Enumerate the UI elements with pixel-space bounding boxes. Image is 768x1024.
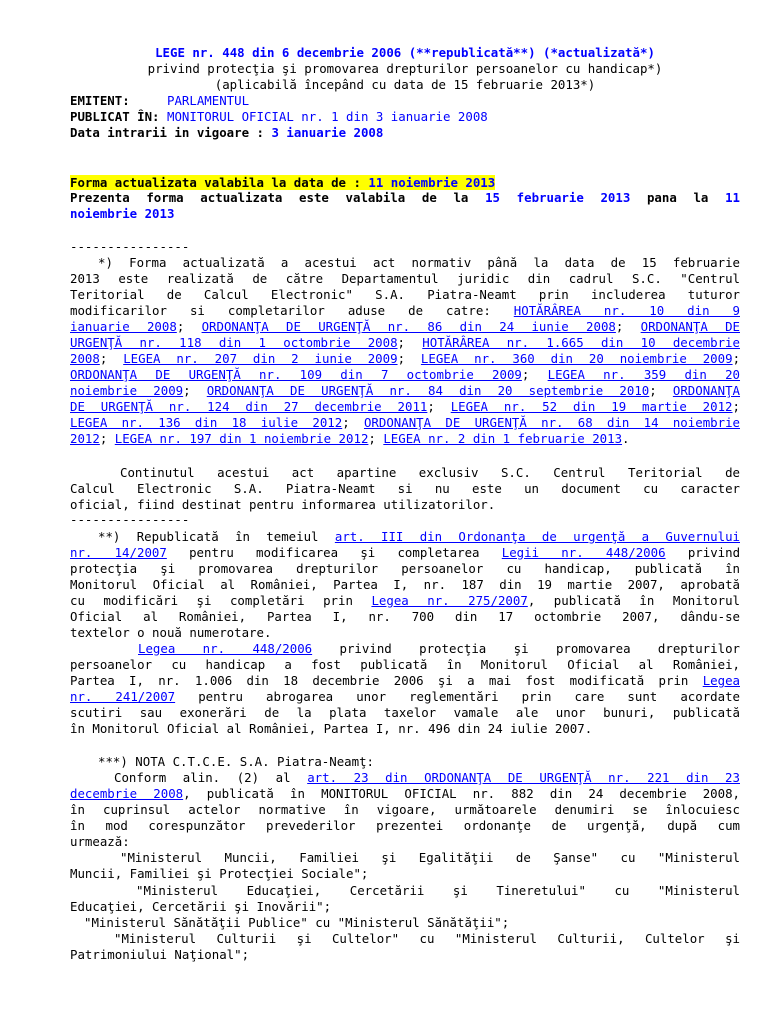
note3-line5: cu modificări şi completări prin Legea nr. 275/2007, publicată în Monitorul xyxy=(70,593,740,608)
link-art-iii-oug[interactable]: art. III din Ordonanţa de urgenţă a Guvernului xyxy=(334,529,740,544)
link-oug-118[interactable]: URGENŢĂ nr. 118 din 1 octombrie 2008 xyxy=(70,335,398,350)
note4-line6: urmează: xyxy=(70,834,130,849)
forma-row xyxy=(70,176,740,190)
note4-line9: "Ministerul Educaţiei, Cercetării şi Tineretului" cu "Ministerul xyxy=(136,883,740,898)
intrare-row xyxy=(70,126,740,140)
note1-line3: Teritorial de Calcul Electronic" S.A. Piatra-Neamt prin includerea tuturor xyxy=(70,287,740,302)
link-legea-448[interactable]: Legea nr. 448/2006 xyxy=(138,641,313,656)
note4-line7: "Ministerul Muncii, Familiei şi Egalităţii de Şanse" cu "Ministerul xyxy=(120,850,740,865)
note1-line6: URGENŢĂ nr. 118 din 1 octombrie 2008; HOTĂRÂREA nr. 1.665 din 10 decembrie xyxy=(70,335,740,350)
link-oug-84[interactable]: ORDONANŢA DE URGENŢĂ nr. 84 din 20 septembrie 2010 xyxy=(206,383,650,398)
link-art-23-oug-221[interactable]: art. 23 din ORDONANŢA DE URGENŢĂ nr. 221 din 23 xyxy=(307,770,740,785)
link-oug-68[interactable]: ORDONANŢA DE URGENŢĂ nr. 68 din 14 noiembrie xyxy=(363,415,740,430)
note3-line6: Oficial al României, Partea I, nr. 700 din 17 octombrie 2007, dându-se xyxy=(70,609,740,624)
note4-heading: ***) NOTA C.T.C.E. S.A. Piatra-Neamţ: xyxy=(98,754,375,769)
note1-line8: ORDONANŢA DE URGENŢĂ nr. 109 din 7 octombrie 2009; LEGEA nr. 359 din 20 xyxy=(70,367,741,382)
link-hotararea-10[interactable]: HOTĂRÂREA nr. 10 din 9 xyxy=(513,303,740,318)
note3-line4: Monitorul Oficial al României, Partea I, nr. 187 din 19 martie 2007, aprobată xyxy=(70,577,740,592)
prezenta-row: Prezenta forma actualizata este valabila de la 15 februarie 2013 pana la 11 xyxy=(70,190,740,205)
note3-line9: persoanelor cu handicap a fost publicată în Monitorul Oficial al României, xyxy=(70,657,740,672)
note4-line8: Muncii, Familiei şi Protecţiei Sociale"; xyxy=(70,866,369,881)
note1-line12: 2012; LEGEA nr. 197 din 1 noiembrie 2012; LEGEA nr. 2 din 1 februarie 2013. xyxy=(70,431,630,446)
publicat-row xyxy=(70,110,740,124)
link-legea-241[interactable]: Legea xyxy=(702,673,740,688)
note4-line11: "Ministerul Sănătăţii Publice" cu "Ministerul Sănătăţii"; xyxy=(84,915,510,930)
note1-line4: modificarilor si completarilor aduse de catre: HOTĂRÂREA nr. 10 din 9 xyxy=(70,303,740,318)
note1-line10: DE URGENŢĂ nr. 124 din 27 decembrie 2011; LEGEA nr. 52 din 19 martie 2012; xyxy=(70,399,740,414)
link-oug-109[interactable]: ORDONANŢA DE URGENŢĂ nr. 109 din 7 octombrie 2009 xyxy=(70,367,522,382)
note1-line2: 2013 este realizată de către Departamentul juridic din cadrul S.C. "Centrul xyxy=(70,271,740,286)
prezenta-from: 15 februarie 2013 xyxy=(485,190,631,205)
note1-line5: ianuarie 2008; ORDONANŢA DE URGENŢĂ nr. 86 din 24 iunie 2008; ORDONANŢA DE xyxy=(70,319,740,334)
note3-line12: scutiri sau exonerări de la plata taxelor vamale ale unor bunuri, publicată xyxy=(70,705,740,720)
link-legea-52[interactable]: LEGEA nr. 52 din 19 martie 2012 xyxy=(450,399,733,414)
emitent-label: EMITENT: xyxy=(70,93,130,108)
note2-line1: Continutul acestui act apartine exclusiv S.C. Centrul Teritorial de xyxy=(120,465,740,480)
law-applicability: (aplicabilă începând cu data de 15 februarie 2013*) xyxy=(214,77,596,92)
separator: ---------------- xyxy=(70,239,190,254)
note3-line11: nr. 241/2007 pentru abrogarea unor reglementări prin care sunt acordate xyxy=(70,689,740,704)
emitent-value: PARLAMENTUL xyxy=(167,93,250,108)
link-legea-275[interactable]: Legea nr. 275/2007 xyxy=(371,593,528,608)
note3-line3: protecţia şi promovarea drepturilor persoanelor cu handicap, publicată în xyxy=(70,561,740,576)
link-legea-360[interactable]: LEGEA nr. 360 din 20 noiembrie 2009 xyxy=(420,351,733,366)
note4-line3: decembrie 2008, publicată în MONITORUL OFICIAL nr. 882 din 24 decembrie 2008, xyxy=(70,786,741,801)
note3-line8: Legea nr. 448/2006 privind protecţia şi promovarea drepturilor xyxy=(138,641,740,656)
note4-line10: Educaţiei, Cercetării şi Inovării"; xyxy=(70,899,332,914)
note3-line7: textelor o nouă numerotare. xyxy=(70,625,272,640)
link-legii-448[interactable]: Legii nr. 448/2006 xyxy=(501,545,666,560)
note4-line12: "Ministerul Culturii şi Cultelor" cu "Ministerul Culturii, Cultelor şi xyxy=(114,931,740,946)
prezenta-to: noiembrie 2013 xyxy=(70,206,175,221)
link-oug-124[interactable]: DE URGENŢĂ nr. 124 din 27 decembrie 2011 xyxy=(70,399,428,414)
link-legea-136[interactable]: LEGEA nr. 136 din 18 iulie 2012 xyxy=(70,415,343,430)
publicat-value: MONITORUL OFICIAL nr. 1 din 3 ianuarie 2008 xyxy=(167,109,488,124)
publicat-label: PUBLICAT ÎN: xyxy=(70,109,160,124)
intrare-label: Data intrarii in vigoare : xyxy=(70,125,264,140)
note1-line11: LEGEA nr. 136 din 18 iulie 2012; ORDONANŢA DE URGENŢĂ nr. 68 din 14 noiembrie xyxy=(70,415,740,430)
forma-date: 11 noiembrie 2013 xyxy=(368,175,496,190)
note3-line2: nr. 14/2007 pentru modificarea şi completarea Legii nr. 448/2006 privind xyxy=(70,545,741,560)
link-legea-207[interactable]: LEGEA nr. 207 din 2 iunie 2009 xyxy=(123,351,398,366)
forma-label: Forma actualizata valabila la data de : xyxy=(70,175,361,190)
intrare-value: 3 ianuarie 2008 xyxy=(271,125,384,140)
note1-line9: noiembrie 2009; ORDONANŢA DE URGENŢĂ nr. 84 din 20 septembrie 2010; ORDONANŢA xyxy=(70,383,741,398)
note3-line1: **) Republicată în temeiul art. III din Ordonanţa de urgenţă a Guvernului xyxy=(98,529,740,544)
law-title: LEGE nr. 448 din 6 decembrie 2006 (**republicată**) (*actualizată*) xyxy=(155,45,655,60)
note4-line4: în cuprinsul actelor normative în vigoare, următoarele denumiri se înlocuiesc xyxy=(70,802,740,817)
link-hotararea-1665[interactable]: HOTĂRÂREA nr. 1.665 din 10 decembrie xyxy=(422,335,740,350)
link-legea-359[interactable]: LEGEA nr. 359 din 20 xyxy=(547,367,741,382)
note2-line2: Calcul Electronic S.A. Piatra-Neamt si nu este un document cu caracter xyxy=(70,481,740,496)
note1-line7: 2008; LEGEA nr. 207 din 2 iunie 2009; LEGEA nr. 360 din 20 noiembrie 2009; xyxy=(70,351,741,366)
note2-line3: oficial, fiind destinat pentru informarea utilizatorilor. xyxy=(70,497,496,512)
law-subtitle: privind protecţia şi promovarea drepturilor persoanelor cu handicap*) xyxy=(147,61,663,76)
note4-line2: Conform alin. (2) al art. 23 din ORDONANŢA DE URGENŢĂ nr. 221 din 23 xyxy=(114,770,740,785)
note3-line10: Partea I, nr. 1.006 din 18 decembrie 2006 şi a mai fost modificată prin Legea xyxy=(70,673,740,688)
emitent-row xyxy=(70,94,740,108)
link-legea-197[interactable]: LEGEA nr. 197 din 1 noiembrie 2012 xyxy=(114,431,369,446)
separator-2: ---------------- xyxy=(70,512,190,527)
note1-line1: *) Forma actualizată a acestui act normativ până la data de 15 februarie xyxy=(98,255,740,270)
link-legea-2[interactable]: LEGEA nr. 2 din 1 februarie 2013 xyxy=(383,431,623,446)
note3-line13: în Monitorul Oficial al României, Partea I, nr. 496 din 24 iulie 2007. xyxy=(70,721,593,736)
link-oug-86[interactable]: ORDONANŢA DE URGENŢĂ nr. 86 din 24 iunie 2008 xyxy=(201,319,616,334)
note4-line5: în mod corespunzător prevederilor prezentei ordonanţe de urgenţă, după cum xyxy=(70,818,740,833)
note4-line13: Patrimoniului Naţional"; xyxy=(70,947,250,962)
